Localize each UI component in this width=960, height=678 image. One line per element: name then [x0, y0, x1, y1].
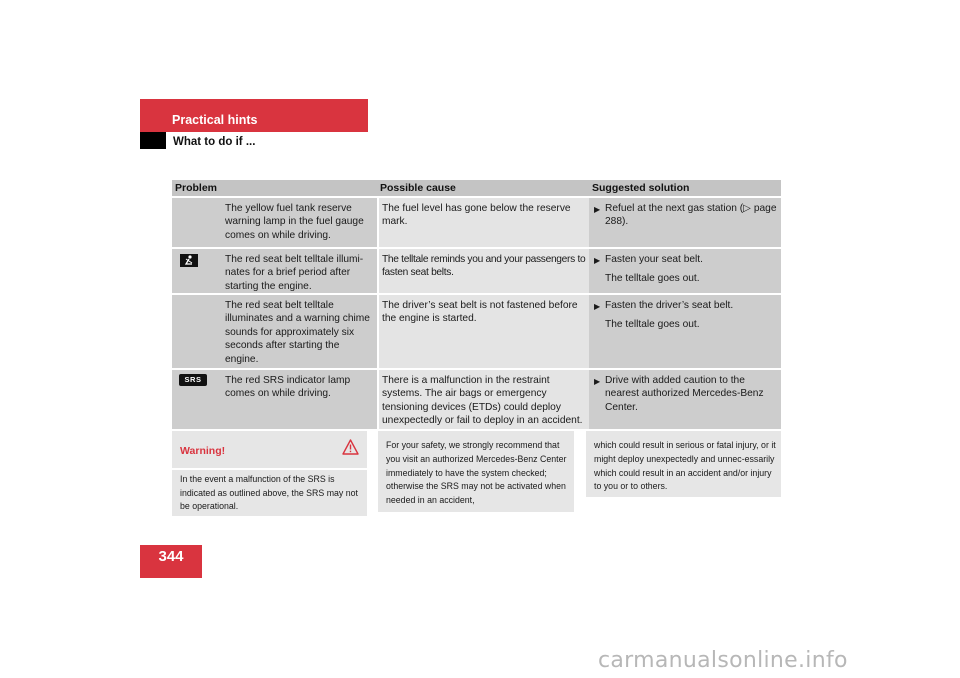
- header-solution: Suggested solution: [592, 182, 690, 194]
- problem-cell: The red seat belt telltale illumi-nates for a brief period after starting the engine.: [222, 249, 377, 293]
- header-problem: Problem: [175, 182, 218, 194]
- bullet-arrow-icon: ▶: [594, 205, 601, 214]
- safety-note-column-3: which could result in serious or fatal injury, or it might deploy unexpectedly and unnec-essarily which could result in an accident and/or injury to you or to others.: [586, 431, 781, 497]
- header-marker: [140, 132, 166, 149]
- warning-box: [172, 431, 367, 516]
- troubleshooting-table: [172, 180, 781, 429]
- safety-note-column-2: For your safety, we strongly recommend that you visit an authorized Mercedes-Benz Center immediately to have the system checked; otherwise the SRS may not be activated when needed in an accident,: [378, 431, 574, 512]
- warning-triangle-icon: [342, 439, 359, 455]
- problem-cell: The red SRS indicator lamp comes on while driving.: [222, 370, 377, 429]
- bullet-arrow-icon: ▶: [594, 377, 601, 386]
- section-title: Practical hints: [172, 113, 258, 127]
- watermark-logo: carmanualsonline.info: [598, 648, 848, 673]
- section-title-bar: [140, 99, 368, 132]
- table-row: [172, 368, 781, 429]
- srs-indicator-icon: SRS: [179, 374, 207, 386]
- bullet-arrow-icon: ▶: [594, 256, 601, 265]
- warning-title: Warning!: [180, 445, 226, 457]
- table-header: [172, 180, 781, 196]
- warning-text: In the event a malfunction of the SRS is indicated as outlined above, the SRS may not be operational.: [180, 474, 359, 511]
- seat-belt-icon: [180, 254, 198, 267]
- header-cause: Possible cause: [380, 182, 456, 194]
- page-number: 344: [140, 545, 202, 578]
- table-row: [172, 247, 781, 293]
- solution-cell: ▶ Fasten the driver’s seat belt. The telltale goes out.: [589, 295, 781, 368]
- cause-cell: There is a malfunction in the restraint systems. The air bags or emergency tensioning devices (ETDs) could deploy unexpectedly or fail to deploy in an accident.: [379, 370, 589, 429]
- table-row: [172, 196, 781, 247]
- bullet-arrow-icon: ▶: [594, 302, 601, 311]
- problem-cell: The red seat belt telltale illuminates and a warning chime sounds for approximately six seconds after starting the engine.: [222, 295, 377, 368]
- solution-cell: ▶ Refuel at the next gas station (▷ page 288).: [589, 198, 781, 247]
- solution-cell: ▶ Drive with added caution to the nearest authorized Mercedes-Benz Center.: [589, 370, 781, 429]
- problem-cell: The yellow fuel tank reserve warning lamp in the fuel gauge comes on while driving.: [222, 198, 377, 247]
- cause-cell: The driver’s seat belt is not fastened before the engine is started.: [379, 295, 589, 368]
- cause-cell: The telltale reminds you and your passengers to fasten seat belts.: [379, 249, 589, 293]
- page-subtitle: What to do if ...: [173, 136, 256, 148]
- cause-cell: The fuel level has gone below the reserve mark.: [379, 198, 589, 247]
- solution-cell: ▶ Fasten your seat belt. The telltale goes out.: [589, 249, 781, 293]
- table-row: [172, 293, 781, 368]
